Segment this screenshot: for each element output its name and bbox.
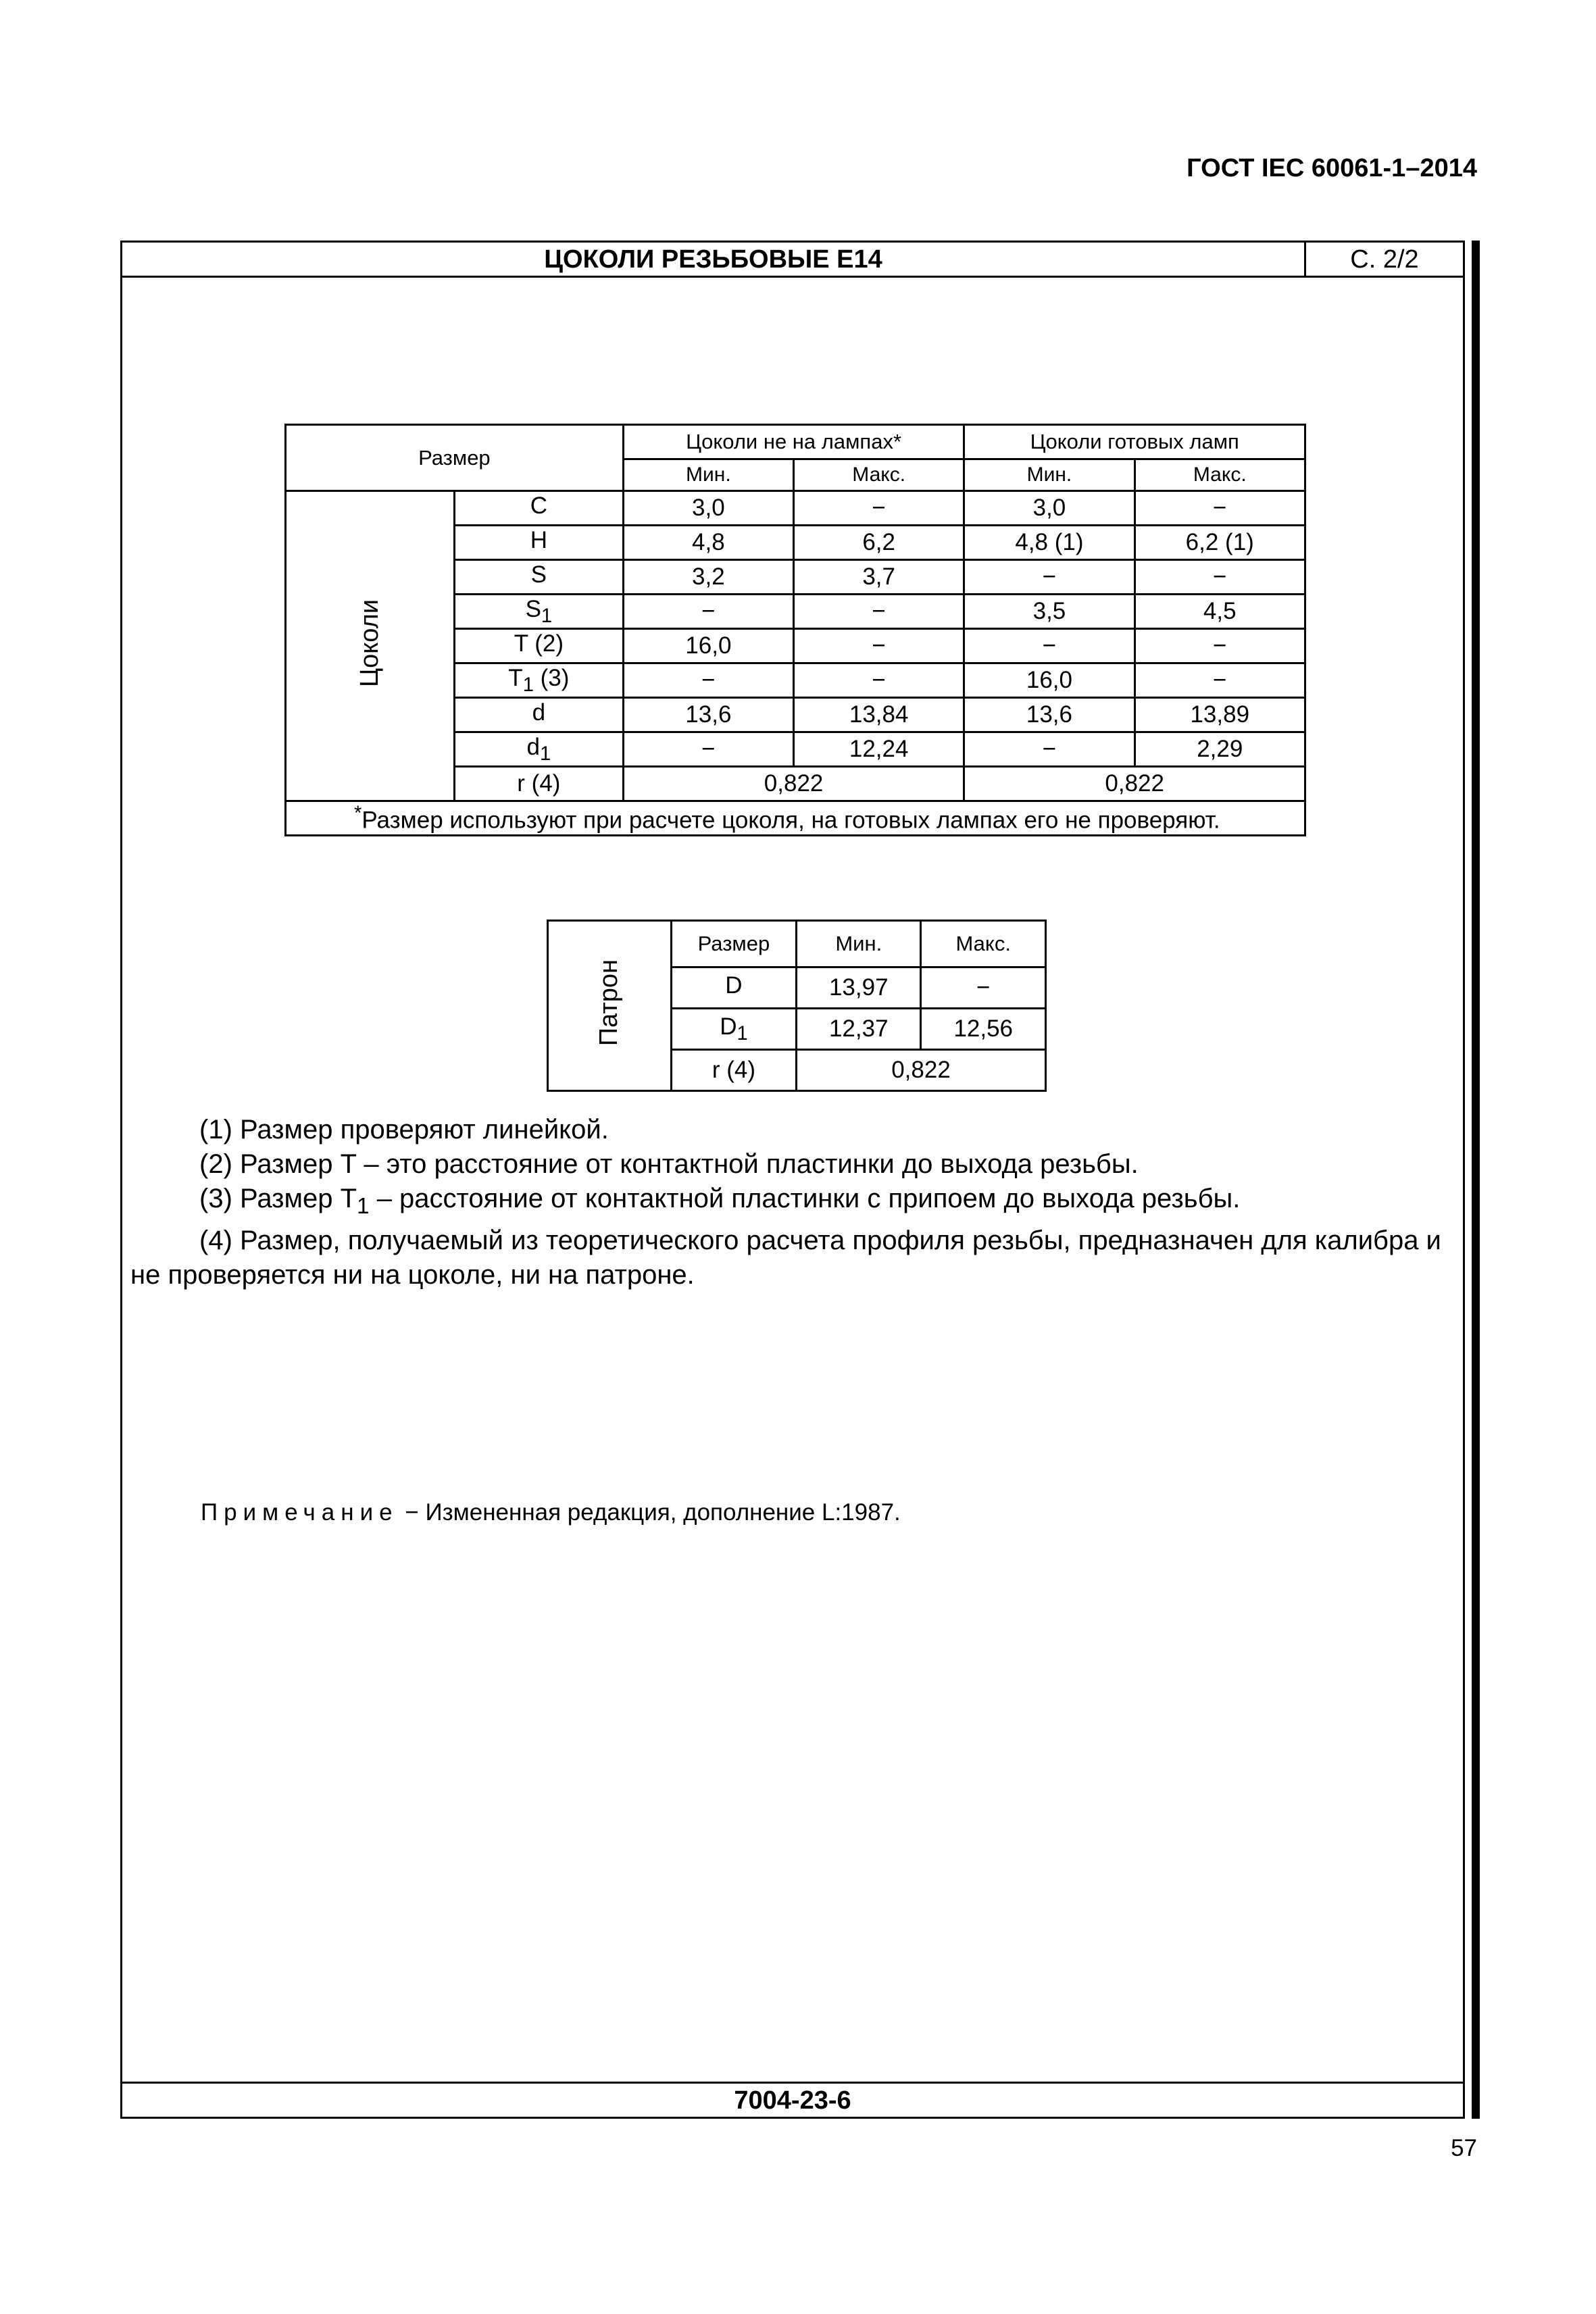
dimension-name: r (4) — [454, 767, 623, 801]
table-cell: − — [964, 560, 1134, 595]
table-cell: 13,6 — [964, 698, 1134, 732]
table-cell: − — [1134, 629, 1305, 663]
page-number: 57 — [1451, 2135, 1477, 2161]
table-cell: − — [623, 732, 793, 767]
dimension-name: $D_1$ — [671, 1009, 796, 1050]
min-header: Мин. — [964, 459, 1134, 491]
table-cell: 0,822 — [797, 1050, 1046, 1091]
table-cell: 6,2 (1) — [1134, 526, 1305, 560]
size-header: Размер — [286, 425, 624, 491]
table-cell: 16,0 — [623, 629, 793, 663]
table-cell: 0,822 — [623, 767, 964, 801]
dimension-name: r (4) — [671, 1050, 796, 1091]
max-header: Макс. — [921, 921, 1046, 967]
document-header: ГОСТ IEC 60061-1–2014 — [1187, 154, 1477, 182]
table-cell: 4,8 (1) — [964, 526, 1134, 560]
dimension-name: H — [454, 526, 623, 560]
table-cell: 13,89 — [1134, 698, 1305, 732]
table-cell: − — [793, 595, 964, 629]
table-cell: 12,37 — [797, 1009, 921, 1050]
table-cell: 4,5 — [1134, 595, 1305, 629]
table-cell: 0,822 — [964, 767, 1305, 801]
table-footnote: *Размер используют при расчете цоколя, на готовых лампах его не проверяют. — [286, 801, 1305, 836]
table-cell: − — [921, 967, 1046, 1009]
size-header: Размер — [671, 921, 796, 967]
max-header: Макс. — [793, 459, 964, 491]
table-cell: − — [793, 491, 964, 526]
table-cell: 12,56 — [921, 1009, 1046, 1050]
frame-thick-edge — [1472, 241, 1480, 2119]
table-cell: 13,97 — [797, 967, 921, 1009]
dimension-name: d — [454, 698, 623, 732]
table-cell: 2,29 — [1134, 732, 1305, 767]
dimension-name: $T_1$ (3) — [454, 663, 623, 698]
side-label-caps: Цоколи — [286, 491, 455, 801]
table-cell: − — [964, 732, 1134, 767]
table-cell: 3,0 — [964, 491, 1134, 526]
dimension-name: D — [671, 967, 796, 1009]
min-header: Мин. — [623, 459, 793, 491]
table-cell: 13,6 — [623, 698, 793, 732]
sheet-page-ref: С. 2/2 — [1306, 243, 1463, 278]
notes-block — [130, 1113, 1455, 1292]
note-1: (1) Размер проверяют линейкой. — [199, 1115, 609, 1145]
table-footnote-row — [286, 801, 1305, 836]
table-row — [286, 491, 1305, 526]
max-header: Макс. — [1134, 459, 1305, 491]
side-label-holder: Патрон — [548, 921, 672, 1091]
table-cell: − — [1134, 560, 1305, 595]
table-cell: 12,24 — [793, 732, 964, 767]
table-cell: 16,0 — [964, 663, 1134, 698]
dimension-name: C — [454, 491, 623, 526]
amendment-note — [201, 1499, 901, 1526]
note-text: − Измененная редакция, дополнение L:1987. — [398, 1499, 901, 1526]
note-2: (2) Размер T – это расстояние от контактной пластинки до выхода резьбы. — [199, 1149, 1139, 1179]
table-cell: − — [793, 629, 964, 663]
sheet-code: 7004-23-6 — [122, 2082, 1463, 2117]
sheet-title: ЦОКОЛИ РЕЗЬБОВЫЕ Е14 — [122, 243, 1306, 278]
dimension-name: $d_1$ — [454, 732, 623, 767]
drawing-sheet-frame — [120, 241, 1465, 2119]
note-3: (3) Размер $T_1$ – расстояние от контактной пластинки с припоем до выхода резьбы. — [199, 1184, 1241, 1219]
table-cell: 3,5 — [964, 595, 1134, 629]
table-cell: 3,2 — [623, 560, 793, 595]
dimension-name: T (2) — [454, 629, 623, 663]
lampholder-dimensions-table — [547, 920, 1047, 1092]
table-cell: − — [964, 629, 1134, 663]
table-cell: 13,84 — [793, 698, 964, 732]
table-cell: − — [623, 663, 793, 698]
table-cell: 4,8 — [623, 526, 793, 560]
table-cell: − — [1134, 491, 1305, 526]
table-cell: − — [793, 663, 964, 698]
dimension-name: $S_1$ — [454, 595, 623, 629]
table-cell: 3,0 — [623, 491, 793, 526]
table-cell: − — [1134, 663, 1305, 698]
dimension-name: S — [454, 560, 623, 595]
caps-dimensions-table — [284, 424, 1306, 836]
group-header-not-on-lamps: Цоколи не на лампах* — [623, 425, 964, 459]
group-header-finished-lamps: Цоколи готовых ламп — [964, 425, 1305, 459]
min-header: Мин. — [797, 921, 921, 967]
table-cell: 3,7 — [793, 560, 964, 595]
note-4: (4) Размер, получаемый из теоретического расчета профиля резьбы, предназначен для калибра и не проверяется ни на цоколе, ни на патроне. — [130, 1226, 1441, 1290]
note-label: Примечание — [201, 1499, 399, 1526]
table-cell: 6,2 — [793, 526, 964, 560]
table-cell: − — [623, 595, 793, 629]
